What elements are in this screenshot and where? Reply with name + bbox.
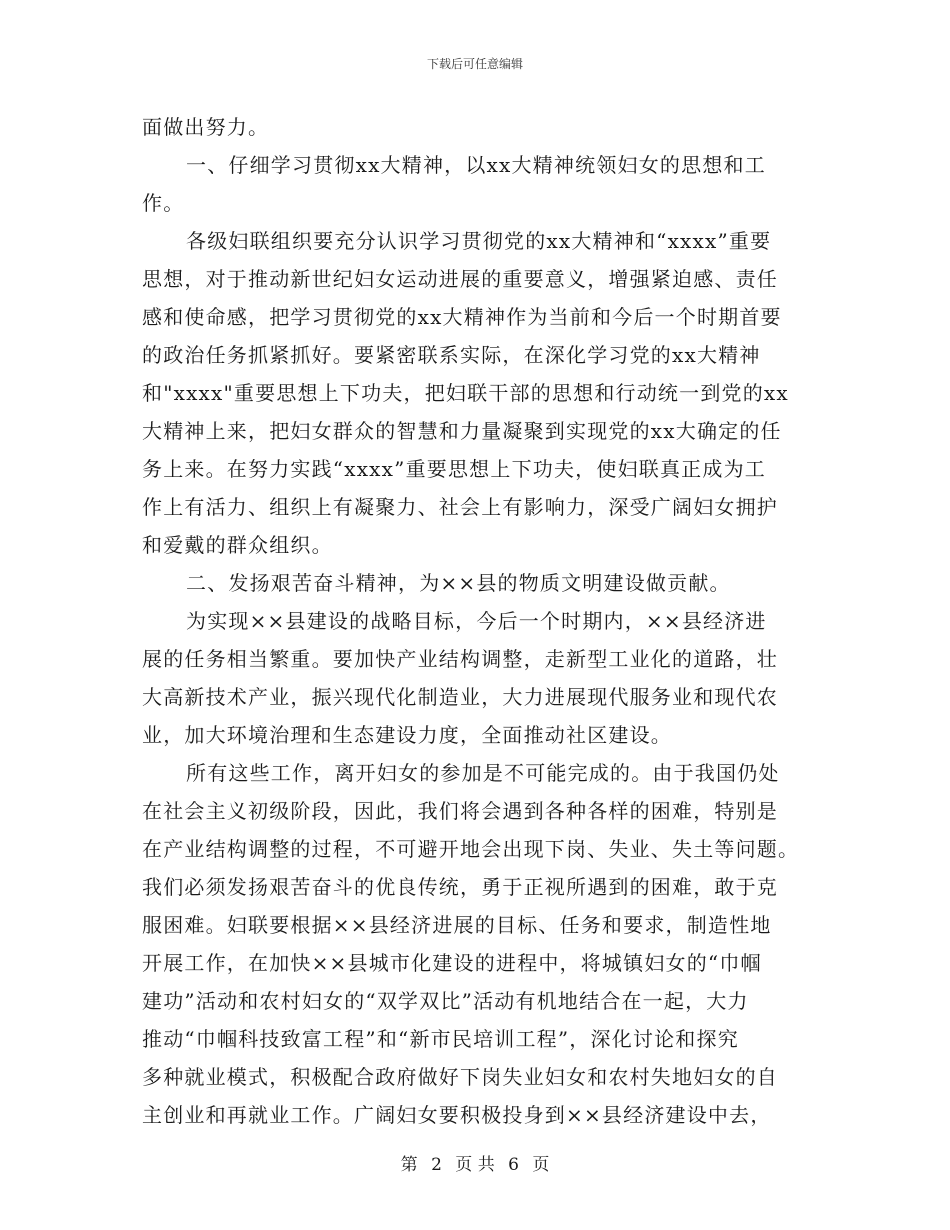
- paragraph-start: 为实现××县建设的战略目标，今后一个时期内，××县经济进: [186, 609, 767, 633]
- document-body: [142, 108, 808, 1134]
- body-line: 我们必须发扬艰苦奋斗的优良传统，勇于正视所遇到的困难，敢于克: [142, 875, 778, 899]
- section-heading-1: 一、仔细学习贯彻xx大精神，以xx大精神统领妇女的思想和工: [186, 153, 766, 177]
- page-label-prefix: 第: [400, 1155, 418, 1175]
- body-line: 大精神上来，把妇女群众的智慧和力量凝聚到实现党的xx大确定的任: [142, 419, 782, 443]
- page-number-footer: [0, 1150, 950, 1175]
- body-line: 展的任务相当繁重。要加快产业结构调整，走新型工业化的道路，壮: [142, 647, 778, 671]
- body-line: 思想，对于推动新世纪妇女运动进展的重要意义，增强紧迫感、责任: [142, 267, 778, 291]
- body-line: 和爱戴的群众组织。: [142, 533, 333, 557]
- body-line: 务上来。在努力实践“xxxx”重要思想上下功夫，使妇联真正成为工: [142, 457, 766, 481]
- body-line: 服困难。妇联要根据××县经济进展的目标、任务和要求，制造性地: [142, 913, 772, 937]
- body-line: 面做出努力。: [142, 115, 270, 139]
- body-line: 的政治任务抓紧抓好。要紧密联系实际，在深化学习党的xx大精神: [142, 343, 761, 367]
- paragraph-start: 各级妇联组织要充分认识学习贯彻党的xx大精神和“xxxx”重要: [186, 229, 772, 253]
- body-line: 在社会主义初级阶段，因此，我们将会遇到各种各样的困难，特别是: [142, 799, 778, 823]
- body-line: 和"xxxx"重要思想上下功夫，把妇联干部的思想和行动统一到党的xx: [142, 381, 789, 405]
- body-line: 业，加大环境治理和生态建设力度，全面推动社区建设。: [142, 723, 672, 747]
- body-line: 主创业和再就业工作。广阔妇女要积极投身到××县经济建设中去，: [142, 1103, 772, 1127]
- page-header-note: 下载后可任意编辑: [426, 57, 523, 71]
- body-line: 作上有活力、组织上有凝聚力、社会上有影响力，深受广阔妇女拥护: [142, 495, 778, 519]
- body-line: 多种就业模式，积极配合政府做好下岗失业妇女和农村失地妇女的自: [142, 1065, 778, 1089]
- page-label-suffix: 页: [532, 1155, 550, 1175]
- body-line: 建功”活动和农村妇女的“双学双比”活动有机地结合在一起，大力: [142, 989, 749, 1013]
- body-line: 在产业结构调整的过程，不可避开地会出现下岗、失业、失土等问题。: [142, 837, 800, 861]
- body-line: 作。: [142, 191, 185, 215]
- page-label-middle: 页 共: [455, 1155, 495, 1175]
- total-pages-number: 6: [508, 1155, 519, 1175]
- body-line: 大高新技术产业，振兴现代化制造业，大力进展现代服务业和现代农: [142, 685, 778, 709]
- body-line: 推动“巾帼科技致富工程”和“新市民培训工程”，深化讨论和探究: [142, 1027, 739, 1051]
- current-page-number: 2: [431, 1155, 442, 1175]
- body-line: 开展工作，在加快××县城市化建设的进程中，将城镇妇女的“巾帼: [142, 951, 762, 975]
- paragraph-start: 所有这些工作，离开妇女的参加是不可能完成的。由于我国仍处: [186, 761, 780, 785]
- body-line: 感和使命感，把学习贯彻党的xx大精神作为当前和今后一个时期首要: [142, 305, 782, 329]
- section-heading-2: 二、发扬艰苦奋斗精神，为××县的物质文明建设做贡献。: [186, 571, 731, 595]
